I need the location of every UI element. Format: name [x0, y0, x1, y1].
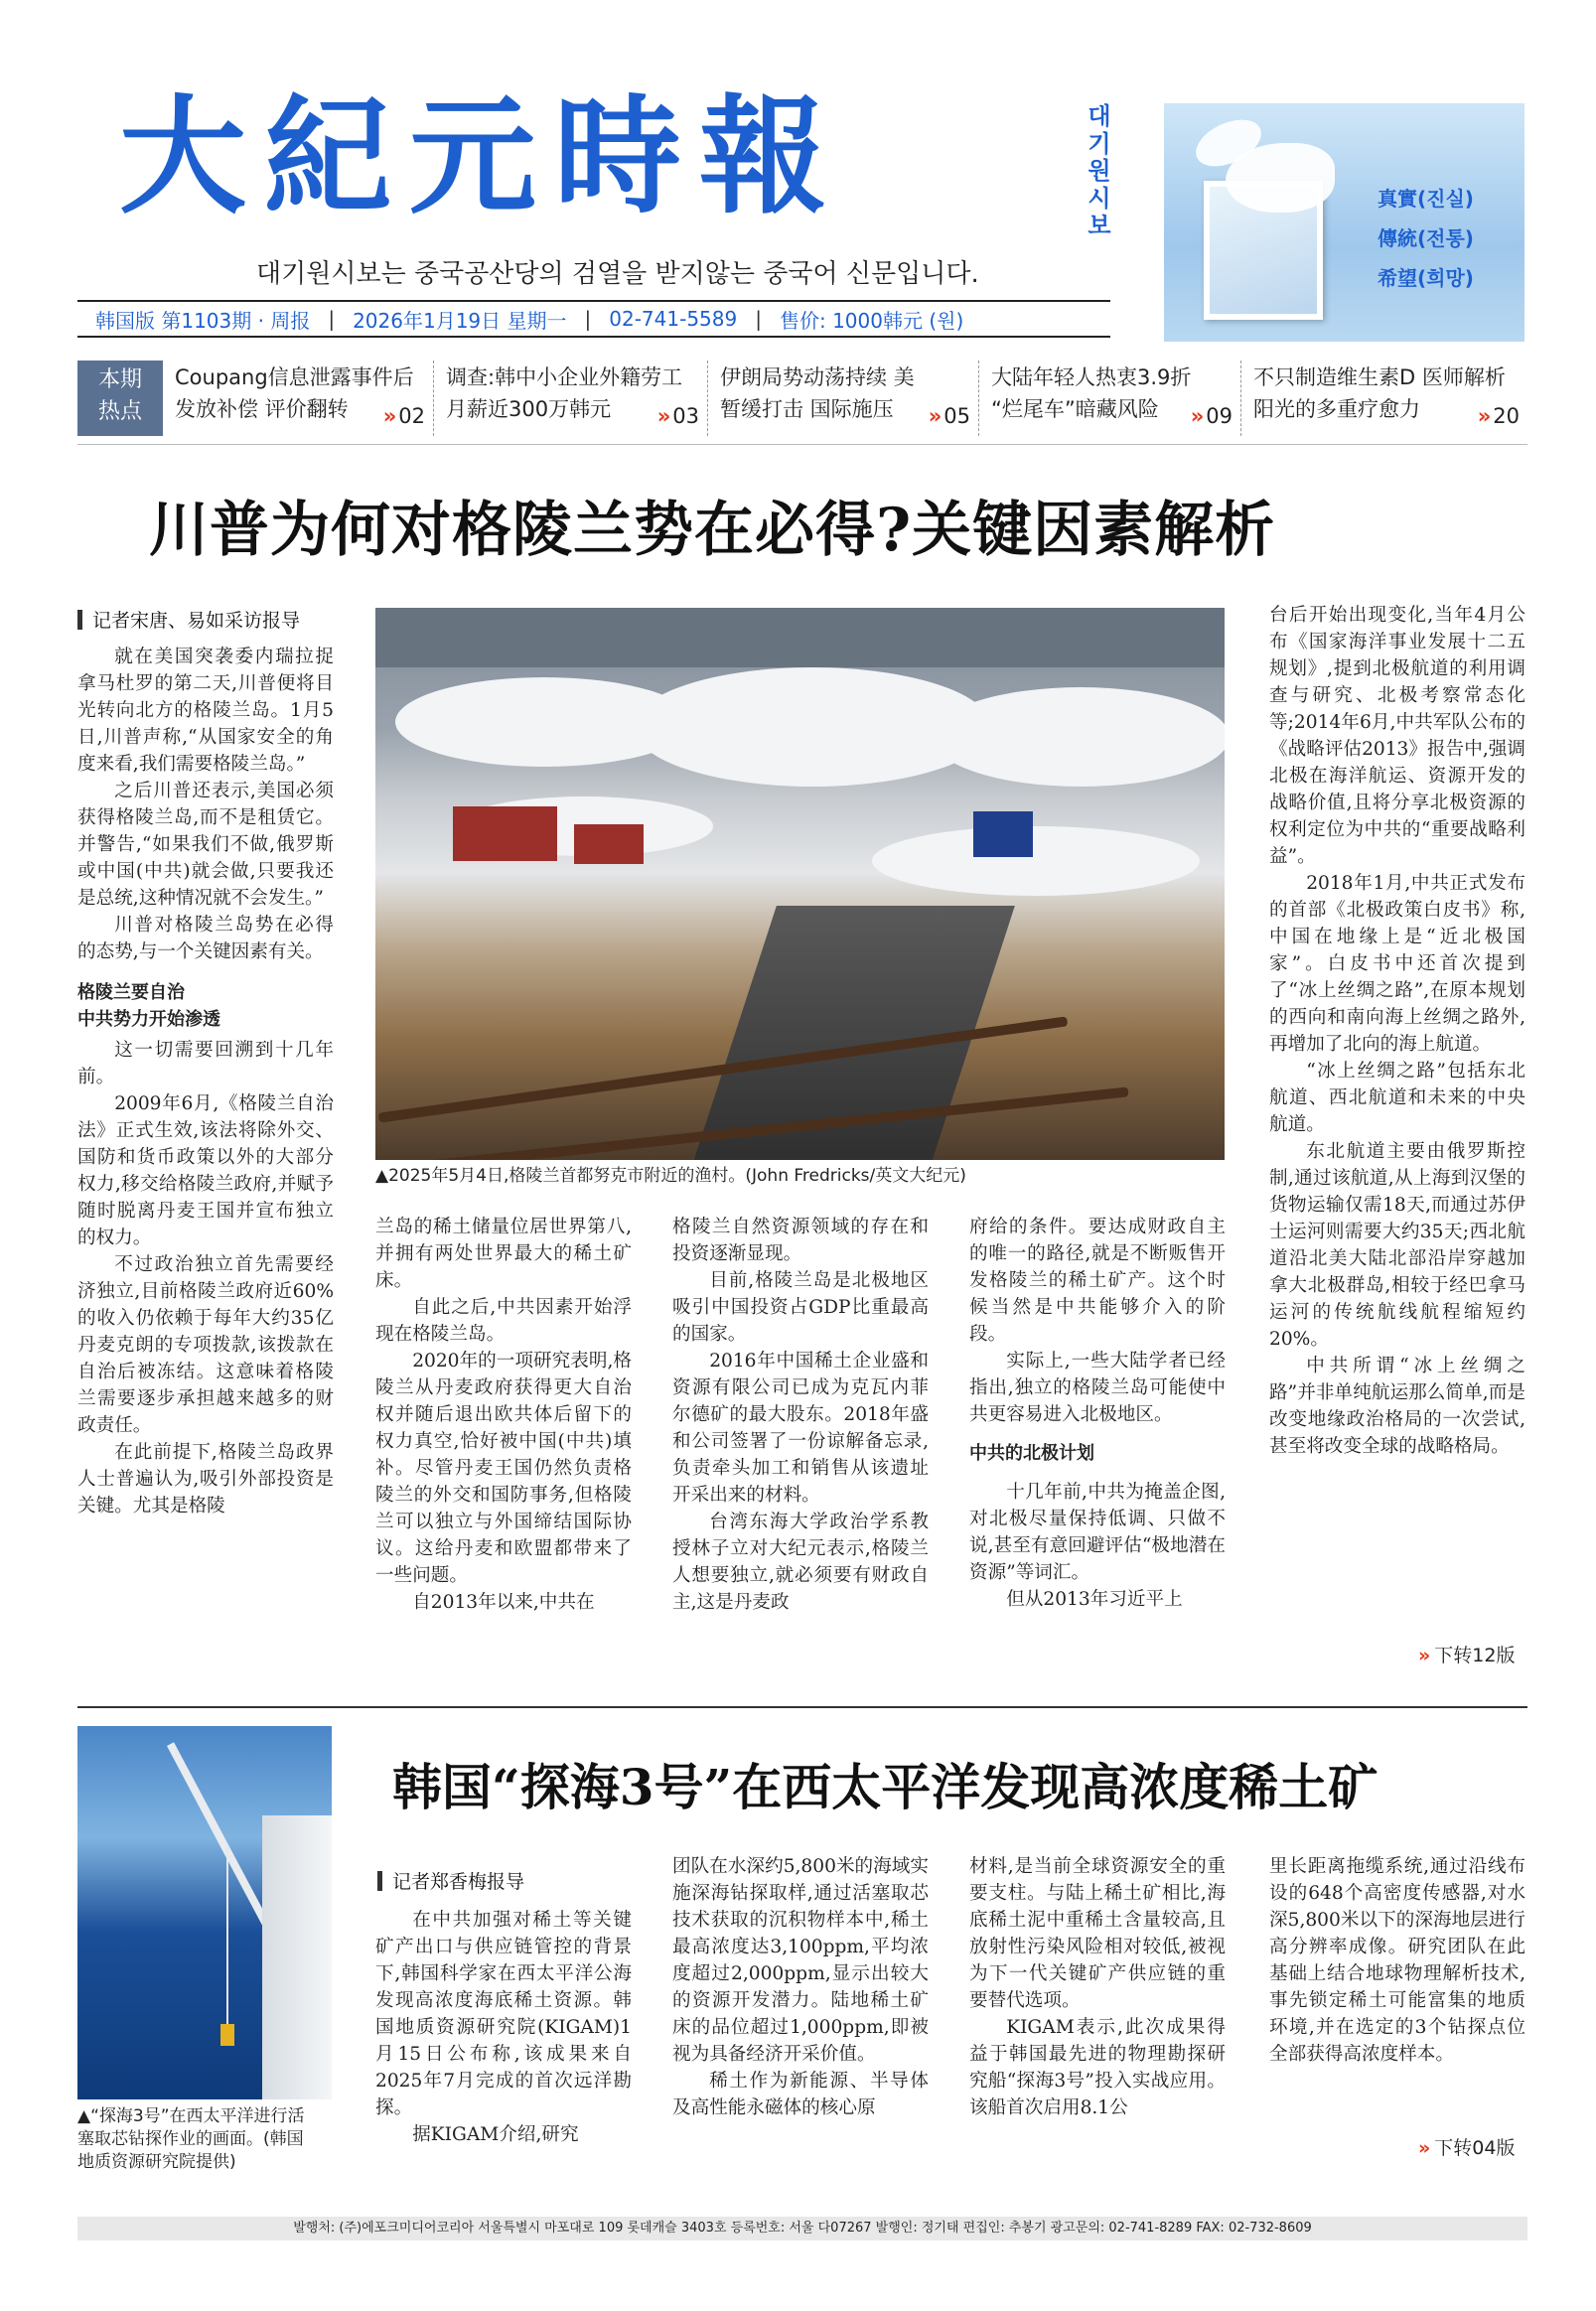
price: 售价: 1000韩元 (원): [779, 308, 964, 333]
double-chevron-icon: »: [928, 403, 943, 428]
highlight-text: 不只制造维生素D 医师解析: [1253, 365, 1506, 389]
highlight-text: 大陆年轻人热衷3.9折: [991, 365, 1192, 389]
highlight-text: Coupang信息泄露事件后: [175, 365, 414, 389]
paragraph: 在中共加强对稀土等关键矿产出口与供应链管控的背景下,韩国科学家在西太平洋公海发现高浓度海底稀土资源。韩国地质资源研究院(KIGAM)1月15日公布称,该成果来自2025年7月完成的首次远洋勘探。: [375, 1910, 632, 2118]
article2-column-4: [1269, 1853, 1525, 2068]
highlight-page: »20: [1477, 403, 1520, 428]
article1-headline[interactable]: 川普为何对格陵兰势在必得?关键因素解析: [149, 496, 1276, 565]
article1-continued-link[interactable]: » 下转12版: [1418, 1645, 1516, 1666]
highlight-text: 调查:韩中小企业外籍劳工: [446, 365, 683, 389]
highlight-item[interactable]: [1240, 361, 1527, 436]
highlight-item[interactable]: [707, 361, 978, 436]
dove-graphic: [1226, 143, 1335, 213]
paragraph: 团队在水深约5,800米的海域实施深海钻探取样,通过活塞取芯技术获取的沉积物样本中,稀土最高浓度达3,100ppm,平均浓度超过2,000ppm,显示出较大的资源开发潜力。陆地稀土矿床的品位超过1,000ppm,即被视为具备经济开采价值。: [672, 1856, 929, 2065]
article2-column-1: [375, 1907, 632, 2148]
article2-byline: 记者郑香梅报导: [377, 1867, 524, 1894]
highlight-item[interactable]: [163, 361, 433, 436]
highlight-page: »02: [382, 403, 425, 428]
paragraph: 川普对格陵兰岛势在必得的态势,与一个关键因素有关。: [77, 915, 334, 962]
edition-number: 韩国版 第1103期 · 周报: [95, 308, 311, 333]
paragraph: 台湾东海大学政治学系教授林子立对大纪元表示,格陵兰人想要独立,就必须要有财政自主,这是丹麦政: [672, 1512, 929, 1613]
promo-truth: 真實(진실): [1378, 187, 1474, 211]
paragraph: 府给的条件。要达成财政自主的唯一的路径,就是不断贩售开发格陵兰的稀土矿产。这个时候当然是中共能够介入的阶段。: [969, 1217, 1226, 1345]
article2-continued-link[interactable]: » 下转04版: [1418, 2137, 1516, 2159]
article1-photo[interactable]: [375, 608, 1225, 1160]
double-chevron-icon: »: [1418, 2137, 1431, 2159]
highlights-divider: [77, 444, 1527, 445]
paragraph: 但从2013年习近平上: [1006, 1589, 1183, 1610]
article1-column-5: [1269, 602, 1525, 1460]
byline-bar-icon: [377, 1871, 382, 1891]
paragraph: 格陵兰自然资源领域的存在和投资逐渐显现。: [672, 1217, 929, 1264]
ship-hull-graphic: [262, 1815, 332, 2099]
paragraph: 兰岛的稀土储量位居世界第八,并拥有两处世界最大的稀土矿床。: [375, 1217, 632, 1291]
section-divider: [77, 1706, 1527, 1708]
highlight-page: »05: [928, 403, 970, 428]
article1-byline: 记者宋唐、易如采访报导: [77, 606, 300, 633]
crane-graphic: [167, 1742, 276, 1939]
highlight-item[interactable]: [978, 361, 1240, 436]
paragraph: 在此前提下,格陵兰岛政界人士普遍认为,吸引外部投资是关键。尤其是格陵: [77, 1442, 334, 1517]
article2-photo[interactable]: [77, 1726, 332, 2099]
paragraph: KIGAM表示,此次成果得益于韩国最先进的物理勘探研究船“探海3号”投入实战应用。该船首次启用8.1公: [969, 2017, 1226, 2118]
paragraph: 2009年6月,《格陵兰自治法》正式生效,该法将除外交、国防和货币政策以外的大部分权力,移交给格陵兰政府,并赋予随时脱离丹麦王国并宣布独立的权力。: [77, 1093, 334, 1248]
highlights-bar: [77, 361, 1527, 436]
double-chevron-icon: »: [1190, 403, 1205, 428]
paragraph: 十几年前,中共为掩盖企图,对北极尽量保持低调、只做不说,甚至有意回避评估“极地潜在资源”等词汇。: [969, 1482, 1226, 1583]
paragraph: 台后开始出现变化,当年4月公布《国家海洋事业发展十二五规划》,提到北极航道的利用调查与研究、北极考察常态化等;2014年6月,中共军队公布的《战略评估2013》报告中,强调北极在海洋航运、资源开发的战略价值,且将分享北极资源的权利定位为中共的“重要战略利益”。: [1269, 605, 1525, 867]
article1-photo-caption: ▲2025年5月4日,格陵兰首都努克市附近的渔村。(John Fredricks/英文大纪元): [375, 1166, 966, 1186]
paragraph: 不过政治独立首先需要经济独立,目前格陵兰政府近60%的收入仍依赖于每年大约35亿丹麦克朗的专项拨款,该拨款在自治后被冻结。这意味着格陵兰需要逐步承担越来越多的财政责任。: [77, 1254, 334, 1436]
promo-tradition: 傳統(전통): [1378, 226, 1474, 250]
paragraph: 就在美国突袭委内瑞拉捉拿马杜罗的第二天,川普便将目光转向北方的格陵兰岛。1月5日,川普声称,“从国家安全的角度来看,我们需要格陵兰岛。”: [77, 647, 334, 775]
promo-values: [1378, 179, 1474, 298]
highlights-label-line1: 本期: [97, 367, 142, 392]
highlight-text: 阳光的多重疗愈力: [1253, 396, 1420, 421]
article1-column-4: [969, 1214, 1226, 1613]
highlight-text: “烂尾车”暗藏风险: [991, 396, 1159, 421]
newspaper-logo: 大紀元時報: [119, 83, 845, 231]
byline-bar-icon: [77, 610, 82, 630]
double-chevron-icon: »: [382, 403, 397, 428]
corer-graphic: [220, 2024, 234, 2046]
tagline: 대기원시보는 중국공산당의 검열을 받지않는 중국어 신문입니다.: [256, 259, 979, 289]
paragraph: 中共所谓“冰上丝绸之路”并非单纯航运那么简单,而是改变地缘政治格局的一次尝试,甚至将改变全球的战略格局。: [1269, 1356, 1525, 1457]
double-chevron-icon: »: [656, 403, 671, 428]
paragraph: 东北航道主要由俄罗斯控制,通过该航道,从上海到汉堡的货物运输仅需18天,而通过苏伊士运河则需要大约35天;西北航道沿北美大陆北部沿岸穿越加拿大北极群岛,相较于经巴拿马运河的传统航线航程缩短约20%。: [1269, 1141, 1525, 1350]
paragraph: 自此之后,中共因素开始浮现在格陵兰岛。: [375, 1297, 632, 1345]
highlights-label-line2: 热点: [97, 398, 142, 424]
issue-date: 2026年1月19日 星期一: [353, 308, 567, 333]
paragraph: “冰上丝绸之路”包括东北航道、西北航道和未来的中央航道。: [1269, 1061, 1525, 1135]
paragraph: 目前,格陵兰岛是北极地区吸引中国投资占GDP比重最高的国家。: [672, 1270, 929, 1345]
promo-banner: [1164, 103, 1524, 342]
double-chevron-icon: »: [1418, 1645, 1431, 1666]
highlight-page: »09: [1190, 403, 1233, 428]
paragraph: 里长距离拖缆系统,通过沿线布设的648个高密度传感器,对水深5,800米以下的深海地层进行高分辨率成像。研究团队在此基础上结合地球物理解析技术,事先锁定稀土可能富集的地质环境,并在选定的3个钻探点位全部获得高浓度样本。: [1269, 1856, 1525, 2065]
paragraph: 材料,是当前全球资源安全的重要支柱。与陆上稀土矿相比,海底稀土泥中重稀土含量较高,且放射性污染风险相对较低,被视为下一代关键矿产供应链的重要替代选项。: [969, 1856, 1226, 2011]
paragraph: 之后川普还表示,美国必须获得格陵兰岛,而不是租赁它。并警告,“如果我们不做,俄罗斯或中国(中共)就会做,只要我还是总统,这种情况就不会发生。”: [77, 781, 334, 909]
paragraph: 2020年的一项研究表明,格陵兰从丹麦政府获得更大自治权并随后退出欧共体后留下的权力真空,恰好被中国(中共)填补。尽管丹麦王国仍然负责格陵兰的外交和国防事务,但格陵兰可以独立与外国缔结国际协议。这给丹麦和欧盟都带来了一些问题。: [375, 1351, 632, 1586]
highlight-text: 发放补偿 评价翻转: [175, 396, 349, 421]
article2-column-3: [969, 1853, 1226, 2121]
highlight-text: 伊朗局势动荡持续 美: [720, 365, 915, 389]
red-house: [574, 824, 644, 864]
highlight-text: 暂缓打击 国际施压: [720, 396, 894, 421]
promo-hope: 希望(희망): [1378, 266, 1474, 290]
highlights-label: [77, 361, 163, 436]
article2-headline[interactable]: 韩国“探海3号”在西太平洋发现高浓度稀土矿: [392, 1758, 1378, 1816]
article2-photo-caption: ▲“探海3号”在西太平洋进行活 塞取芯钻探作业的画面。(韩国 地质资源研究院提供): [77, 2106, 305, 2172]
red-house: [453, 806, 557, 861]
paragraph: 稀土作为新能源、半导体及高性能永磁体的核心原: [672, 2071, 929, 2118]
phone-number: 02-741-5589: [609, 307, 738, 331]
highlight-text: 月薪近300万韩元: [446, 396, 612, 421]
article1-column-3: [672, 1214, 929, 1616]
article1-subhead-2: 中共的北极计划: [969, 1443, 1094, 1464]
paragraph: 自2013年以来,中共在: [412, 1592, 595, 1613]
highlight-page: »03: [656, 403, 699, 428]
paragraph: 实际上,一些大陆学者已经指出,独立的格陵兰岛可能使中共更容易进入北极地区。: [969, 1351, 1226, 1425]
paragraph: 2016年中国稀土企业盛和资源有限公司已成为克瓦内菲尔德矿的最大股东。2018年盛和公司签署了一份谅解备忘录,负责牵头加工和销售从该遗址开采出来的材料。: [672, 1351, 929, 1506]
double-chevron-icon: »: [1477, 403, 1492, 428]
article1-column-1: [77, 644, 334, 1519]
paragraph: 2018年1月,中共正式发布的首部《北极政策白皮书》称,中国在地缘上是“近北极国家”。白皮书中还首次提到了“冰上丝绸之路”,在原本规划的西向和南向海上丝绸之路外,再增加了北向的海上航道。: [1269, 873, 1525, 1055]
article1-column-2: [375, 1214, 632, 1616]
publisher-footer: 발행처: (주)에포크미디어코리아 서울특별시 마포대로 109 롯데캐슬 3403호 등록번호: 서울 다07267 발행인: 정기태 편집인: 추봉기 광고문의: 02-741-8289 FAX: 02-732-8609: [77, 2217, 1527, 2240]
blue-house: [973, 811, 1033, 857]
article2-column-2: [672, 1853, 929, 2121]
article1-subhead-1: 格陵兰要自治 中共势力开始渗透: [77, 982, 220, 1030]
paragraph: 这一切需要回溯到十几年前。: [77, 1040, 334, 1087]
paragraph: 据KIGAM介绍,研究: [412, 2124, 579, 2145]
korean-name: 대기원시보: [1088, 102, 1111, 240]
edition-info-bar: 韩国版 第1103期 · 周报 | 2026年1月19日 星期一 | 02-741-5589 | 售价: 1000韩元 (원): [77, 300, 1110, 338]
highlight-item[interactable]: [433, 361, 707, 436]
